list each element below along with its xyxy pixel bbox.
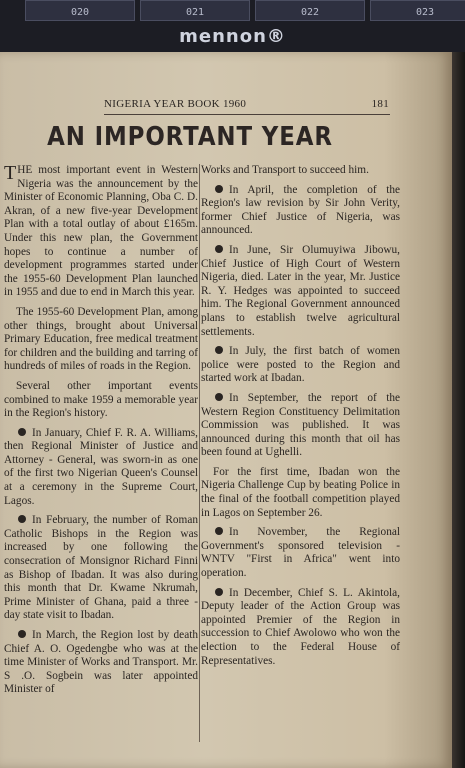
bullet-icon [18, 515, 26, 523]
paragraph-text: In September, the report of the Western Region Constituency Delimitation Commission was published. It was announced during this month that oil has been found at Ughelli. [201, 391, 400, 459]
paragraph-text: In June, Sir Olumuyiwa Jibowu, Chief Justice of High Court of Western Nigeria, died. Later in the year, Mr. Justice R. Y. Hedges was appointed to succeed him. The Regional Government announced plans to establish twelve agricultural settlements. [201, 243, 400, 338]
paragraph-text: In April, the completion of the Region's law revision by Sir John Verity, former Chief Justice of Nigeria, was announced. [201, 183, 400, 237]
bullet-icon [215, 527, 223, 535]
paragraph: The 1955-60 Development Plan, among other things, brought about Universal Primary Education, free medical treatment for children and the building and tarring of hundreds of miles of roads in the Region. [4, 305, 198, 373]
bullet-paragraph [4, 514, 198, 623]
column-divider [199, 164, 200, 742]
paragraph: Works and Transport to succeed him. [201, 164, 369, 176]
frame-number: 020 [70, 7, 90, 18]
bullet-paragraph [4, 427, 198, 509]
paragraph: THE most important event in Western Nigeria was the announcement by the Minister of Economic Planning, Oba C. D. Akran, of a new five-year Development Plan with a total outlay of about £165m. Under this new plan, the Government hopes to continue a number of development programmes started under the 1955-60 Development Plan launched in 1955 and due to end in March this year. [4, 162, 198, 299]
paragraph-text: In November, the Regional Government's sponsored television - WNTV "First in Africa" went into operation. [201, 526, 400, 580]
paragraph-text: In February, the number of Roman Catholic Bishops in the Region was increased by one following the consecration of Monsignor Richard Finni as Bishop of Ibadan. It was also during this month that Dr. Kwame Nkrumah, Prime Minister of Ghana, paid a three - day state visit to Ibadan. [4, 514, 198, 622]
bullet-paragraph [4, 629, 198, 697]
paragraph-text: In July, the first batch of women police were posted to the Region and started work at Ibadan. [201, 345, 400, 385]
bullet-paragraph [201, 184, 400, 238]
bullet-icon [215, 185, 223, 193]
book-page [0, 52, 452, 768]
frame-number: 022 [300, 7, 320, 18]
paragraph-text: In March, the Region lost by death Chief A. O. Ogedengbe who was at the time Minister of Works and Transport. Mr. S .O. Sogbein was later appointed Minister of [4, 629, 198, 696]
bullet-paragraph [201, 526, 400, 580]
bullet-paragraph [201, 392, 400, 460]
bullet-icon [215, 393, 223, 401]
book-spine [452, 52, 465, 768]
bullet-icon [215, 245, 223, 253]
bullet-paragraph [201, 244, 400, 339]
right-column [201, 164, 400, 674]
paragraph: For the first time, Ibadan won the Nigeria Challenge Cup by beating Police in the final of the football competition played in Lagos on September 26. [201, 465, 400, 519]
running-head: NIGERIA YEAR BOOK 1960 [104, 98, 247, 110]
bullet-icon [215, 346, 223, 354]
paragraph-text: In January, Chief F. R. A. Williams, then Regional Minister of Justice and Attorney - General, was sworn-in as one of the first two Nigerian Queen's Counsel at a ceremony in the Supreme Court, Lagos. [4, 426, 198, 507]
bullet-paragraph [201, 345, 400, 386]
frame-thumbnail [255, 0, 365, 21]
frame-number: 023 [415, 7, 435, 18]
scanner-strip [0, 0, 465, 52]
bullet-icon [18, 630, 26, 638]
frame-number: 021 [185, 7, 205, 18]
header-rule [104, 114, 390, 115]
article-title: AN IMPORTANT YEAR [47, 122, 333, 152]
frame-thumbnail [370, 0, 465, 21]
page-number: 181 [371, 98, 389, 110]
frame-thumbnail [140, 0, 250, 21]
bullet-icon [18, 428, 26, 436]
paragraph: Several other important events combined to make 1959 a memorable year in the Region's history. [4, 379, 198, 420]
bullet-paragraph [201, 587, 400, 669]
left-column [4, 164, 198, 703]
paragraph-text: In December, Chief S. L. Akintola, Deputy leader of the Action Group was appointed Premier of the Region in succession to Chief Awolowo who won the election to the Federal House of Representatives. [201, 586, 400, 667]
scanner-brand-logo: mennon® [179, 26, 286, 47]
frame-thumbnail [25, 0, 135, 21]
bullet-icon [215, 588, 223, 596]
